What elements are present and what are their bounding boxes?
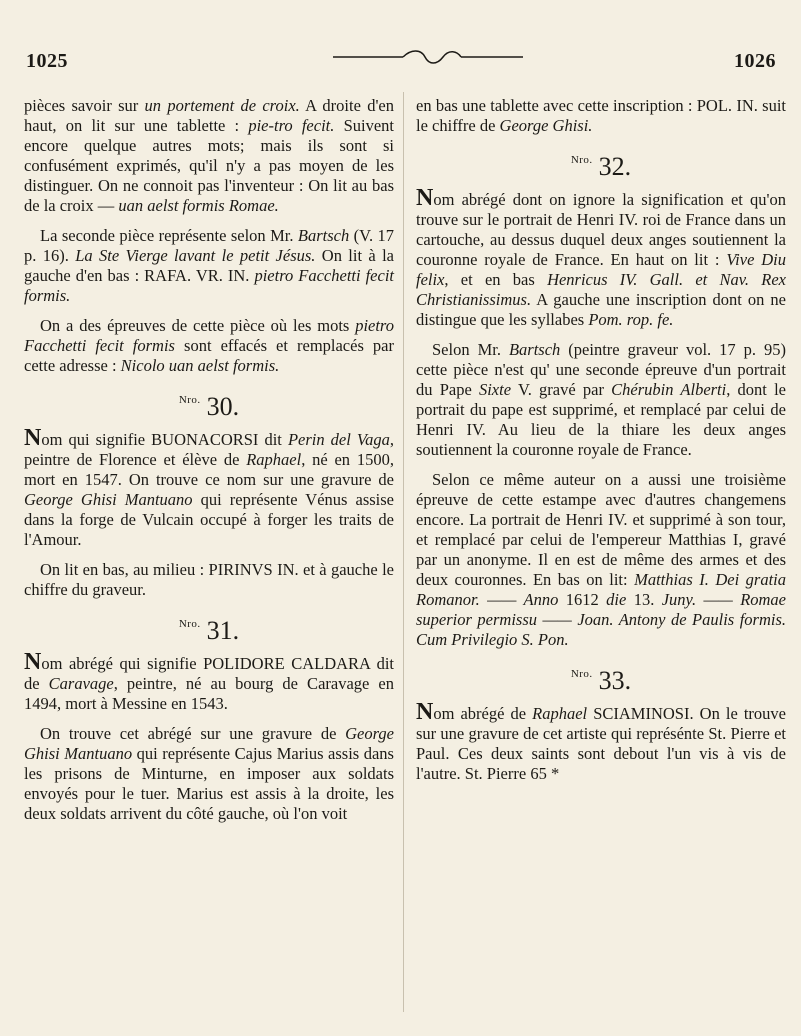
left-column [24, 96, 394, 834]
paragraph: Nom abrégé qui signifie POLIDORE CALDARA dit de Caravage, peintre, né au bourg de Caravage en 1494, mort à Messine en 1543. [24, 649, 394, 713]
column-divider [403, 92, 404, 1012]
paragraph: La seconde pièce représente selon Mr. Bartsch (V. 17 p. 16). La Ste Vierge lavant le petit Jésus. On lit à la gauche d'en bas : RAFA. VR. IN. pietro Facchetti fecit formis. [24, 226, 394, 305]
paragraph: Selon Mr. Bartsch (peintre graveur vol. 17 p. 95) cette pièce n'est qu' une seconde épreuve d'un portrait du Pape Sixte V. gravé par Chérubin Alberti, dont le portrait du pape est supprimé, et remplacé par celui de Henri IV. Au lieu de la thiare les deux anges soutiennent la couronne royale de France. [416, 340, 786, 459]
paragraph: Nom abrégé de Raphael SCIAMINOSI. On le trouve sur une gravure de cet artiste qui représénte St. Pierre et Paul. Ces deux saints sont debout l'un vis à vis de l'autre. St. Pierre 65 * [416, 699, 786, 783]
paragraph: Selon ce même auteur on a aussi une troisième épreuve de cette estampe avec d'autres changemens encore. La portrait de Henri IV. et supprimé à son tour, et remplacé par celui de l'empereur Matthias I, gravé par un anonyme. Il en est de même des armes et des deux couronnes. En bas on lit: Matthias I. Dei gratia Romanor. —— Anno 1612 die 13. Juny. —— Romae superior permissu —— Joan. Antony de Paulis formis. Cum Privilegio S. Pon. [416, 470, 787, 649]
paragraph: On trouve cet abrégé sur une gravure de George Ghisi Mantuano qui représente Cajus Marius assis dans les prisons de Minturne, en imposer aux soldats envoyés pour le tuer. Marius est assis à la droite, les deux soldats arrivent du côté gauche, où l'on voit [24, 724, 394, 823]
paragraph: On a des épreuves de cette pièce où les mots pietro Facchetti fecit formis sont effacés et remplacés par cette adresse : Nicolo uan aelst formis. [24, 316, 394, 375]
left-page-number: 1025 [26, 50, 68, 72]
ornament-flourish [333, 49, 523, 69]
right-page-number: 1026 [734, 50, 776, 72]
paragraph: en bas une tablette avec cette inscription : POL. IN. suit le chiffre de George Ghisi. [416, 96, 786, 135]
entry-heading-30: $^{Nro.}$ 30. [178, 392, 240, 421]
entry-heading-32: $^{Nro.}$ 32. [570, 152, 632, 181]
entry-heading-31: $^{Nro.}$ 31. [178, 616, 240, 645]
right-column [416, 96, 786, 794]
paragraph: Nom abrégé dont on ignore la signification et qu'on trouve sur le portrait de Henri IV. roi de France dans un cartouche, au dessus duquel deux anges soutiennent la couronne royale de France. En haut on lit : Vive Diu felix, et en bas Henricus IV. Gall. et Nav. Rex Christianissimus. A gauche une inscription dont on ne distingue que les syllabes Pom. rop. fe. [416, 185, 787, 329]
entry-heading-33: $^{Nro.}$ 33. [570, 666, 632, 695]
paragraph: On lit en bas, au milieu : PIRINVS IN. et à gauche le chiffre du graveur. [24, 560, 394, 599]
paragraph: Nom qui signifie BUONACORSI dit Perin del Vaga, peintre de Florence et élève de Raphael, né en 1500, mort en 1547. On trouve ce nom sur une gravure de George Ghisi Mantuano qui représente Vénus assise dans la forge de Vulcain occupé à forger les traits de l'Amour. [24, 425, 394, 549]
page-header [0, 36, 801, 76]
paragraph: pièces savoir sur un portement de croix. A droite d'en haut, on lit sur une tablette : pie-tro fecit. Suivent encore quelque autres mots; mais ils sont si confusément exprimés, qu'il n'y a pas moyen de les distinguer. On ne connoit pas l'inventeur : On lit au bas de la croix — uan aelst formis Romae. [24, 96, 394, 215]
